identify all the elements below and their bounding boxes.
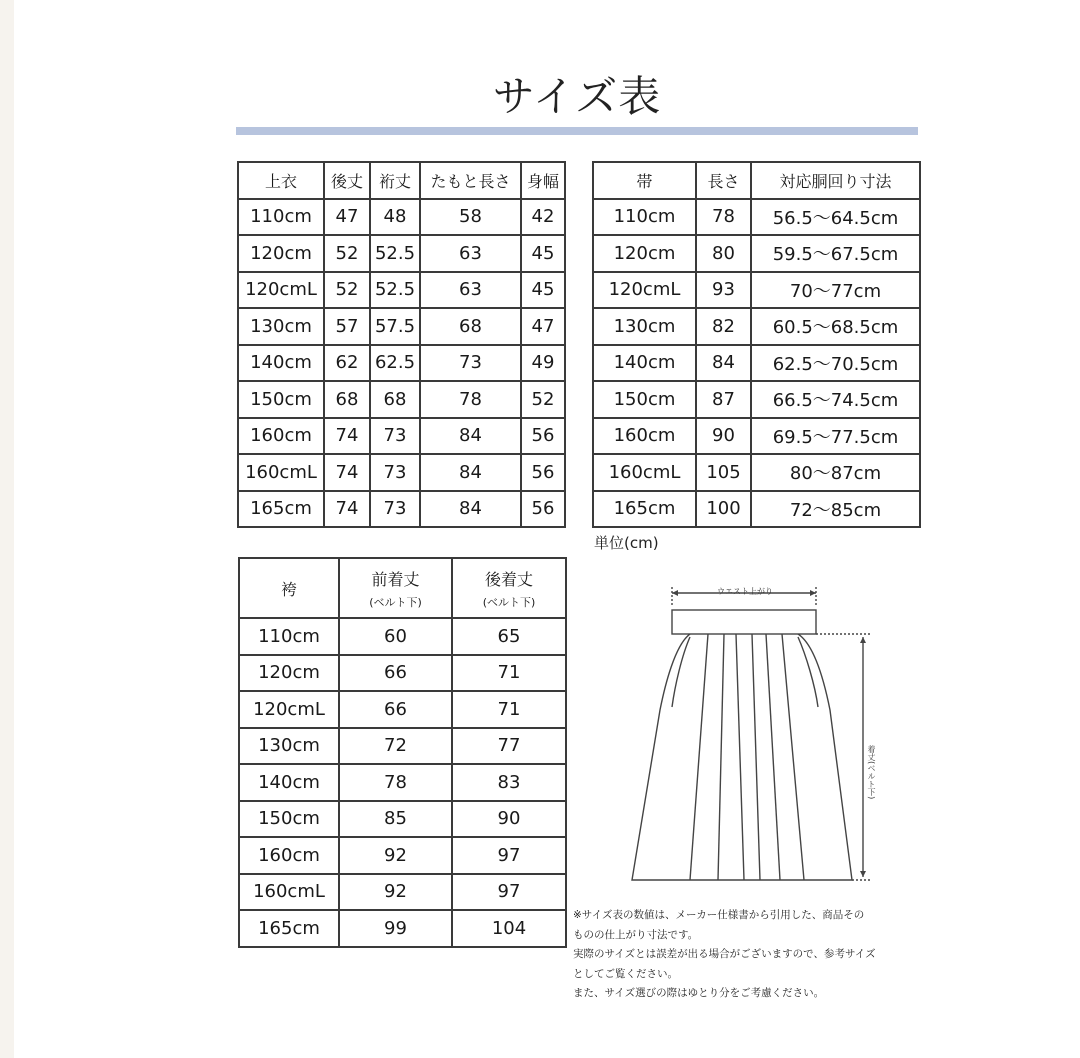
- table-cell: 150cm: [239, 801, 339, 838]
- note-line: としてご覧ください。: [573, 967, 678, 980]
- table-cell: 160cm: [238, 418, 324, 455]
- note-line: ※サイズ表の数値は、メーカー仕様書から引用した、商品その: [573, 909, 865, 921]
- table-cell: 110cm: [238, 199, 324, 236]
- table-cell: 130cm: [239, 728, 339, 765]
- skirt-outline: [632, 634, 852, 880]
- table-header-row: [238, 162, 565, 199]
- table-row: [239, 837, 566, 874]
- table-cell: 92: [339, 874, 452, 911]
- table-cell: 84: [420, 491, 521, 528]
- table-row: [239, 910, 566, 947]
- table-cell: 66.5～74.5cm: [751, 381, 920, 418]
- column-header: 帯: [593, 162, 696, 199]
- table-cell: 45: [521, 272, 565, 309]
- table-cell: 48: [370, 199, 420, 236]
- table-cell: 70～77cm: [751, 272, 920, 309]
- table-cell: 92: [339, 837, 452, 874]
- table-cell: 110cm: [593, 199, 696, 236]
- table-row: [238, 235, 565, 272]
- table-cell: 56.5～64.5cm: [751, 199, 920, 236]
- table-cell: 47: [324, 199, 370, 236]
- waist-dimension-label: ウエスト上がり: [717, 587, 773, 596]
- table-cell: 150cm: [238, 381, 324, 418]
- column-header-sub: (ベルト下): [482, 595, 536, 609]
- table-cell: 90: [452, 801, 566, 838]
- table-cell: 120cmL: [593, 272, 696, 309]
- table-cell: 78: [696, 199, 751, 236]
- table-row: [239, 764, 566, 801]
- note-line: ものの仕上がり寸法です。: [573, 928, 699, 941]
- table-row: [238, 308, 565, 345]
- table-row: [239, 618, 566, 655]
- column-header: 身幅: [521, 162, 565, 199]
- table-row: [238, 272, 565, 309]
- column-header: [239, 558, 339, 618]
- table-cell: 62.5: [370, 345, 420, 382]
- hakama-size-table: [238, 557, 567, 948]
- table-cell: 68: [324, 381, 370, 418]
- column-header: 後丈: [324, 162, 370, 199]
- table-cell: 66: [339, 655, 452, 692]
- table-cell: 80: [696, 235, 751, 272]
- table-cell: 52: [521, 381, 565, 418]
- table-cell: 45: [521, 235, 565, 272]
- table-cell: 56: [521, 454, 565, 491]
- column-header: たもと長さ: [420, 162, 521, 199]
- table-cell: 57.5: [370, 308, 420, 345]
- column-header: 上衣: [238, 162, 324, 199]
- table-cell: 97: [452, 874, 566, 911]
- waistband-shape: [672, 610, 816, 634]
- table-cell: 105: [696, 454, 751, 491]
- column-header-main: 後着丈: [484, 569, 533, 589]
- table-cell: 71: [452, 655, 566, 692]
- table-cell: 104: [452, 910, 566, 947]
- table-cell: 57: [324, 308, 370, 345]
- table-cell: 140cm: [239, 764, 339, 801]
- table-cell: 66: [339, 691, 452, 728]
- table-cell: 42: [521, 199, 565, 236]
- table-cell: 62.5～70.5cm: [751, 345, 920, 382]
- table-cell: 52.5: [370, 235, 420, 272]
- table-cell: 69.5～77.5cm: [751, 418, 920, 455]
- table-cell: 56: [521, 418, 565, 455]
- table-row: [238, 454, 565, 491]
- table-row: [238, 381, 565, 418]
- table-cell: 60.5～68.5cm: [751, 308, 920, 345]
- size-note: [573, 906, 943, 1004]
- table-cell: 120cm: [239, 655, 339, 692]
- table-cell: 74: [324, 418, 370, 455]
- table-cell: 165cm: [239, 910, 339, 947]
- table-row: [593, 199, 920, 236]
- table-cell: 110cm: [239, 618, 339, 655]
- table-cell: 74: [324, 491, 370, 528]
- left-edge-strip: [0, 0, 14, 1058]
- table-cell: 52: [324, 235, 370, 272]
- table-cell: 74: [324, 454, 370, 491]
- table-cell: 73: [370, 491, 420, 528]
- column-header-sub: (ベルト下): [369, 595, 422, 609]
- page-title: サイズ表: [492, 72, 662, 121]
- table-cell: 84: [420, 454, 521, 491]
- note-line: 実際のサイズとは誤差が出る場合がございますので、参考サイズ: [573, 948, 876, 960]
- table-cell: 52.5: [370, 272, 420, 309]
- table-cell: 140cm: [593, 345, 696, 382]
- table-row: [239, 874, 566, 911]
- table-row: [593, 491, 920, 528]
- table-cell: 140cm: [238, 345, 324, 382]
- column-header: [452, 558, 566, 618]
- table-row: [593, 345, 920, 382]
- table-row: [593, 272, 920, 309]
- table-row: [593, 454, 920, 491]
- table-row: [239, 801, 566, 838]
- table-row: [593, 381, 920, 418]
- table-cell: 47: [521, 308, 565, 345]
- table-cell: 120cm: [238, 235, 324, 272]
- table-cell: 83: [452, 764, 566, 801]
- table-cell: 80～87cm: [751, 454, 920, 491]
- table-header-row: [593, 162, 920, 199]
- table-cell: 72: [339, 728, 452, 765]
- table-cell: 84: [420, 418, 521, 455]
- table-cell: 68: [370, 381, 420, 418]
- column-header: 長さ: [696, 162, 751, 199]
- table-cell: 73: [420, 345, 521, 382]
- table-cell: 63: [420, 235, 521, 272]
- table-cell: 65: [452, 618, 566, 655]
- table-cell: 71: [452, 691, 566, 728]
- table-cell: 130cm: [238, 308, 324, 345]
- table-cell: 160cm: [593, 418, 696, 455]
- table-cell: 72～85cm: [751, 491, 920, 528]
- note-line: また、サイズ選びの際はゆとり分をご考慮ください。: [573, 987, 825, 999]
- column-header: 対応胴回り寸法: [751, 162, 920, 199]
- table-cell: 93: [696, 272, 751, 309]
- table-cell: 120cmL: [238, 272, 324, 309]
- table-cell: 99: [339, 910, 452, 947]
- table-cell: 87: [696, 381, 751, 418]
- obi-size-table: [592, 161, 921, 528]
- title-underline: [236, 127, 918, 135]
- table-row: [239, 691, 566, 728]
- column-header: 裄丈: [370, 162, 420, 199]
- table-cell: 58: [420, 199, 521, 236]
- table-row: [238, 345, 565, 382]
- table-cell: 49: [521, 345, 565, 382]
- column-header: [339, 558, 452, 618]
- table-cell: 97: [452, 837, 566, 874]
- table-cell: 84: [696, 345, 751, 382]
- table-cell: 90: [696, 418, 751, 455]
- table-cell: 78: [420, 381, 521, 418]
- table-cell: 78: [339, 764, 452, 801]
- table-cell: 52: [324, 272, 370, 309]
- table-row: [593, 418, 920, 455]
- table-cell: 120cmL: [239, 691, 339, 728]
- table-cell: 82: [696, 308, 751, 345]
- table-cell: 60: [339, 618, 452, 655]
- table-cell: 59.5～67.5cm: [751, 235, 920, 272]
- table-row: [239, 728, 566, 765]
- table-cell: 150cm: [593, 381, 696, 418]
- table-cell: 77: [452, 728, 566, 765]
- top-size-table: [237, 161, 566, 528]
- column-header-main: 袴: [280, 579, 297, 599]
- table-cell: 63: [420, 272, 521, 309]
- table-cell: 165cm: [593, 491, 696, 528]
- column-header-main: 前着丈: [371, 569, 420, 589]
- table-cell: 160cmL: [593, 454, 696, 491]
- unit-label: 単位(cm): [594, 534, 659, 552]
- table-cell: 73: [370, 418, 420, 455]
- table-cell: 160cmL: [239, 874, 339, 911]
- table-cell: 160cmL: [238, 454, 324, 491]
- table-cell: 68: [420, 308, 521, 345]
- table-row: [238, 491, 565, 528]
- table-row: [238, 418, 565, 455]
- table-cell: 85: [339, 801, 452, 838]
- table-cell: 160cm: [239, 837, 339, 874]
- table-cell: 100: [696, 491, 751, 528]
- hakama-diagram: [620, 575, 890, 890]
- table-cell: 130cm: [593, 308, 696, 345]
- length-dimension-label: 着丈(ベルト下): [867, 745, 876, 800]
- table-row: [238, 199, 565, 236]
- table-cell: 165cm: [238, 491, 324, 528]
- table-cell: 62: [324, 345, 370, 382]
- table-cell: 73: [370, 454, 420, 491]
- table-row: [239, 655, 566, 692]
- table-row: [593, 308, 920, 345]
- table-cell: 120cm: [593, 235, 696, 272]
- table-header-row: [239, 558, 566, 618]
- table-cell: 56: [521, 491, 565, 528]
- table-row: [593, 235, 920, 272]
